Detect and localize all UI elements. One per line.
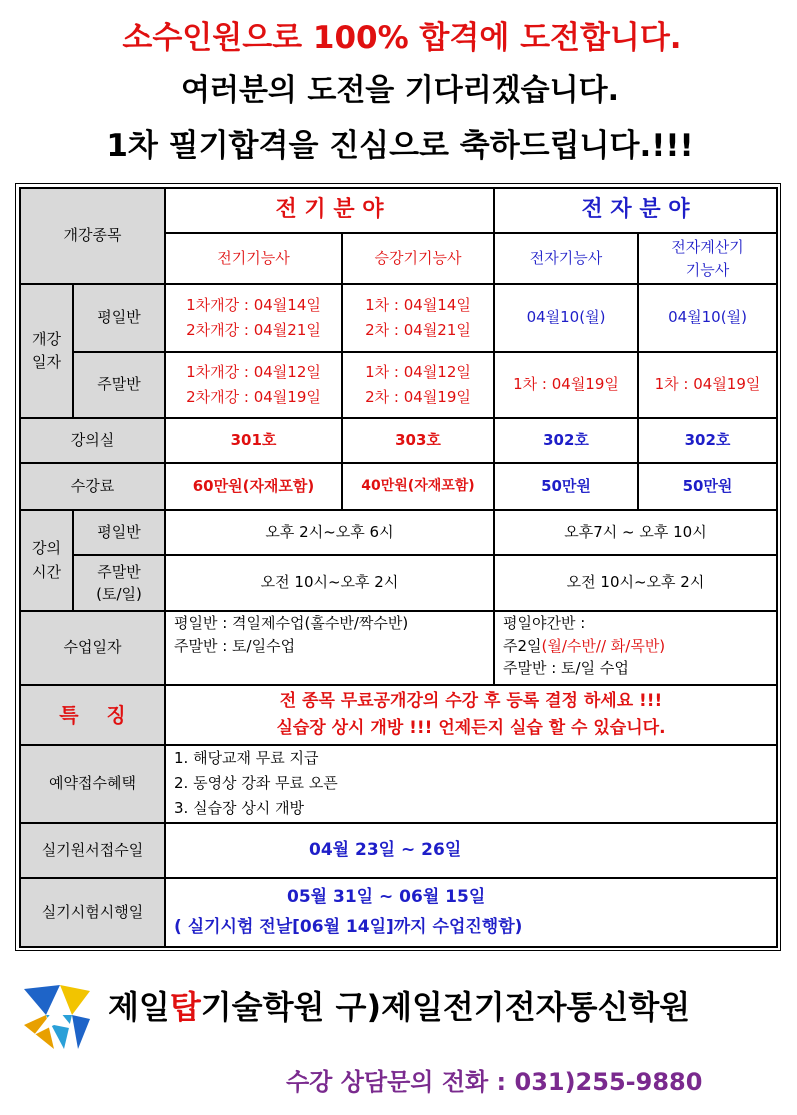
schedule-electronic <box>493 610 778 686</box>
course-label: 개강종목 <box>19 187 166 285</box>
start-date-cell: 1차 : 04월14일 2차 : 04월21일 <box>341 283 495 353</box>
course-name: 전자계산기 기능사 <box>637 232 778 285</box>
start-date-cell: 1차개강 : 04월14일 2차개강 : 04월21일 <box>164 283 343 353</box>
weekday-time-electronic: 오후7시 ~ 오후 10시 <box>493 509 778 556</box>
contact-phone: 수강 상담문의 전화 : 031)255-9880 <box>286 1068 703 1096</box>
exam-note: ( 실기시험 전날[06월 14일]까지 수업진행함) <box>174 916 523 937</box>
start-date-label: 개강 일자 <box>19 283 74 419</box>
feature-line: 전 종목 무료공개강의 수강 후 등록 결정 하세요 !!! <box>279 690 663 711</box>
schedule-electric-line: 평일반 : 격일제수업(홀수반/짝수반) <box>174 614 409 632</box>
room-label: 강의실 <box>19 417 166 464</box>
time-weekend-label: 주말반 (토/일) <box>72 554 166 612</box>
schedule-groups: (월/수반// 화/목반) <box>541 636 666 655</box>
exam-dates: 05월 31일 ~ 06월 15일 <box>287 886 486 907</box>
course-name: 승강기기능사 <box>341 232 495 285</box>
schedule-electronic-line <box>503 635 665 658</box>
weekday-label: 평일반 <box>72 283 166 353</box>
fee-cell: 50만원 <box>493 462 639 511</box>
schedule-days: 주2일 <box>503 636 542 655</box>
room-cell: 301호 <box>164 417 343 464</box>
time-weekday-label: 평일반 <box>72 509 166 556</box>
schedule-label: 수업일자 <box>19 610 166 686</box>
weekend-time-electronic: 오전 10시~오후 2시 <box>493 554 778 612</box>
exam-cell <box>164 877 778 948</box>
features-cell <box>164 684 778 746</box>
start-date-cell: 1차 : 04월19일 <box>637 351 778 419</box>
benefit-item: 1. 해당교재 무료 지급 <box>174 749 319 767</box>
fee-label: 수강료 <box>19 462 166 511</box>
academy-name-part: 제일 <box>108 988 170 1026</box>
start-date-cell: 1차개강 : 04월12일 2차개강 : 04월19일 <box>164 351 343 419</box>
benefit-item: 2. 동영상 강좌 무료 오픈 <box>174 773 338 792</box>
weekday-time-electric: 오후 2시~오후 6시 <box>164 509 495 556</box>
exam-label: 실기시험시행일 <box>19 877 166 948</box>
academy-logo-icon <box>24 985 90 1049</box>
benefits-cell <box>164 744 778 824</box>
start-date-cell: 04월10(월) <box>493 283 639 353</box>
feature-line: 실습장 상시 개방 !!! 언제든지 실습 할 수 있습니다. <box>276 718 666 738</box>
electronic-field-header: 전 자 분 야 <box>493 187 778 234</box>
fee-cell: 50만원 <box>637 462 778 511</box>
schedule-electric-line: 주말반 : 토/일수업 <box>174 637 296 656</box>
academy-name-part: 기술학원 구)제일전기전자통신학원 <box>200 988 691 1026</box>
weekend-label: 주말반 <box>72 351 166 419</box>
schedule-electronic-line: 주말반 : 토/일 수업 <box>503 659 629 677</box>
room-cell: 303호 <box>341 417 495 464</box>
room-cell: 302호 <box>493 417 639 464</box>
start-date-cell: 1차 : 04월19일 <box>493 351 639 419</box>
schedule-electric <box>164 610 495 686</box>
academy-name-highlight: 탑 <box>169 988 201 1026</box>
schedule-electronic-line: 평일야간반 : <box>503 614 586 632</box>
feature-label: 특 징 <box>19 684 166 746</box>
academy-name <box>108 982 690 1028</box>
course-name: 전자기능사 <box>493 232 639 285</box>
electric-field-header: 전 기 분 야 <box>164 187 495 234</box>
application-label: 실기원서접수일 <box>19 822 166 879</box>
fee-cell: 60만원(자재포함) <box>164 462 343 511</box>
headline-line-3: 1차 필기합격을 진심으로 축하드립니다.!!! <box>106 128 694 164</box>
benefit-item: 3. 실습장 상시 개방 <box>174 798 305 817</box>
room-cell: 302호 <box>637 417 778 464</box>
start-date-cell: 1차 : 04월12일 2차 : 04월19일 <box>341 351 495 419</box>
headline-line-1: 소수인원으로 100% 합격에 도전합니다. <box>122 20 682 56</box>
fee-cell: 40만원(자재포함) <box>341 462 495 511</box>
application-dates: 04월 23일 ~ 26일 <box>164 822 778 879</box>
headline-line-2: 여러분의 도전을 기다리겠습니다. <box>180 73 619 108</box>
start-date-cell: 04월10(월) <box>637 283 778 353</box>
course-name: 전기기능사 <box>164 232 343 285</box>
benefit-label: 예약접수혜택 <box>19 744 166 824</box>
class-time-label: 강의 시간 <box>19 509 74 612</box>
weekend-time-electric: 오전 10시~오후 2시 <box>164 554 495 612</box>
